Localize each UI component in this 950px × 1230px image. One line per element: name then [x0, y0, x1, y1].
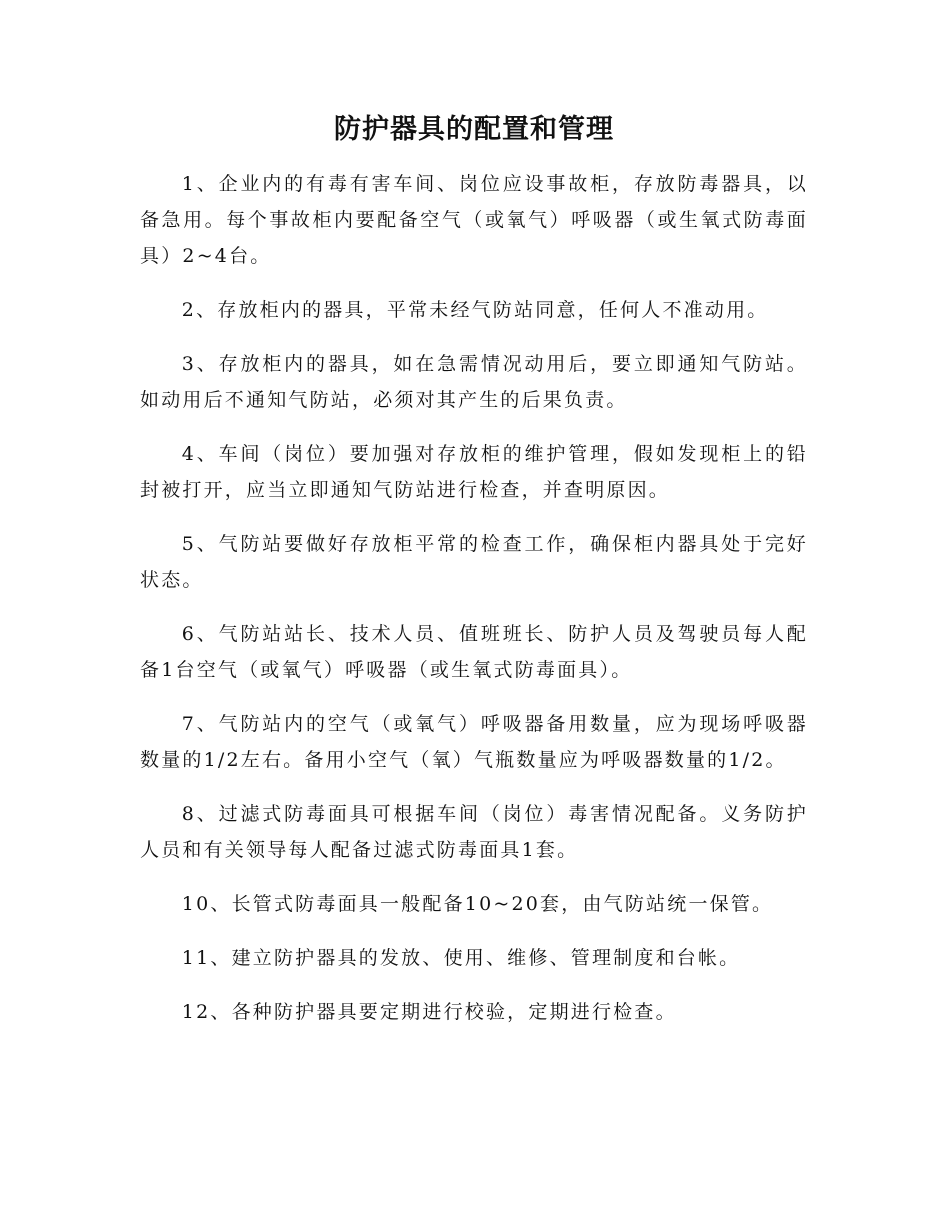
paragraph-3: 3、存放柜内的器具，如在急需情况动用后，要立即通知气防站。如动用后不通知气防站，必须对其产生的后果负责。: [140, 353, 808, 411]
paragraph-8: 8、过滤式防毒面具可根据车间（岗位）毒害情况配备。义务防护人员和有关领导每人配备过滤式防毒面具1套。: [140, 803, 808, 861]
paragraph-1: 1、企业内的有毒有害车间、岗位应设事故柜，存放防毒器具，以备急用。每个事故柜内要配备空气（或氧气）呼吸器（或生氧式防毒面具）2~4台。: [140, 173, 808, 267]
paragraph-6: 6、气防站站长、技术人员、值班班长、防护人员及驾驶员每人配备1台空气（或氧气）呼吸器（或生氧式防毒面具）。: [140, 623, 808, 681]
document-title: 防护器具的配置和管理: [334, 114, 614, 145]
paragraph-4: 4、车间（岗位）要加强对存放柜的维护管理，假如发现柜上的铅封被打开，应当立即通知气防站进行检查，并查明原因。: [140, 443, 808, 501]
paragraph-11: 11、建立防护器具的发放、使用、维修、管理制度和台帐。: [181, 947, 741, 969]
paragraph-7: 7、气防站内的空气（或氧气）呼吸器备用数量，应为现场呼吸器数量的1/2左右。备用小空气（氧）气瓶数量应为呼吸器数量的1/2。: [140, 713, 808, 771]
document-page: [140, 108, 808, 1048]
paragraph-2: 2、存放柜内的器具，平常未经气防站同意，任何人不准动用。: [181, 299, 769, 321]
paragraph-10: 10、长管式防毒面具一般配备10~20套，由气防站统一保管。: [181, 893, 774, 915]
paragraph-5: 5、气防站要做好存放柜平常的检查工作，确保柜内器具处于完好状态。: [140, 533, 808, 591]
paragraph-12: 12、各种防护器具要定期进行校验，定期进行检查。: [181, 1001, 677, 1023]
